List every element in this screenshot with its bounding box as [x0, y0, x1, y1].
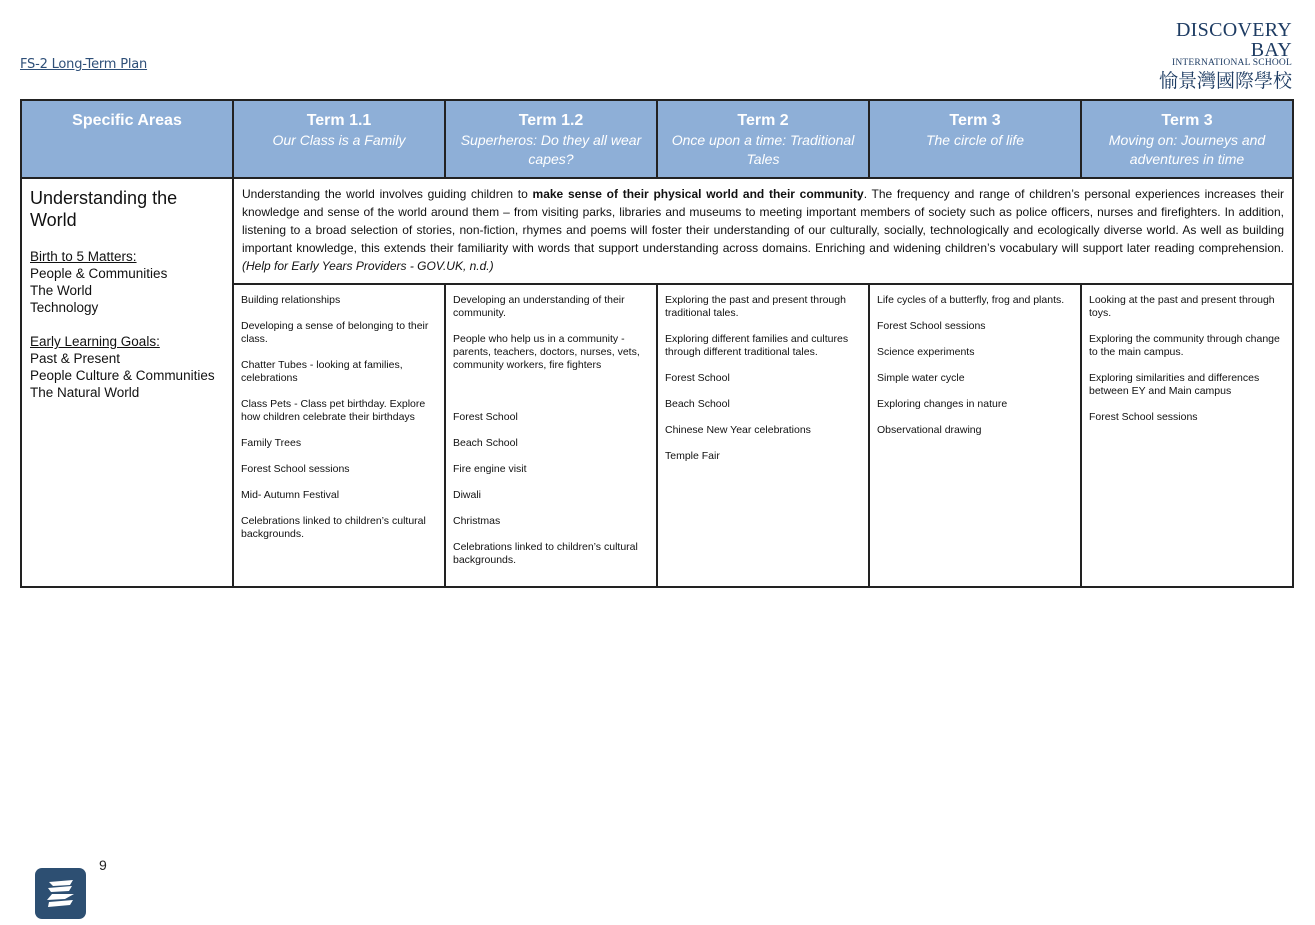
activity-item: Exploring the past and present through traditional tales. [665, 294, 846, 319]
activity-item: Forest School sessions [877, 320, 986, 332]
birth-to-5-heading: Birth to 5 Matters: [30, 249, 137, 264]
overview-emphasis: make sense of their physical world and their community [532, 187, 864, 201]
activity-item: Developing an understanding of their community. [453, 294, 625, 319]
activity-item: Simple water cycle [877, 372, 965, 384]
activity-item: Forest School [453, 411, 518, 423]
birth-item: People & Communities [30, 266, 168, 281]
activity-item: People who help us in a community - parents, teachers, doctors, nurses, vets, community workers, fire fighters [453, 333, 640, 371]
activity-item: Family Trees [241, 437, 302, 449]
school-logo [1132, 20, 1292, 93]
school-crest-icon [35, 868, 86, 919]
activity-item: Chatter Tubes - looking at families, celebrations [241, 359, 403, 384]
activity-spacer [453, 385, 649, 398]
column-subtitle: Superheros: Do they all wear capes? [460, 132, 642, 167]
activity-item: Exploring different families and cultures through different traditional tales. [665, 333, 849, 358]
elg-item: Past & Present [30, 351, 121, 366]
header-row [21, 100, 1293, 178]
column-header-term-3b [1081, 100, 1293, 178]
elg-item: The Natural World [30, 385, 140, 400]
activity-item: Celebrations linked to children’s cultural backgrounds. [241, 515, 426, 540]
activity-item: Beach School [453, 437, 518, 449]
birth-item: The World [30, 283, 93, 298]
overview-row [21, 178, 1293, 284]
activity-item: Exploring changes in nature [877, 398, 1008, 410]
activity-item: Forest School sessions [241, 463, 350, 475]
birth-item: Technology [30, 300, 99, 315]
activity-item: Developing a sense of belonging to their class. [241, 320, 429, 345]
column-title: Term 1.2 [518, 112, 584, 129]
term-1-1-activities [233, 284, 445, 587]
activity-item: Temple Fair [665, 450, 720, 462]
logo-subname: INTERNATIONAL SCHOOL [1171, 58, 1292, 68]
elg-heading: Early Learning Goals: [30, 334, 160, 349]
column-subtitle: Our Class is a Family [272, 132, 406, 148]
column-header-term-2 [657, 100, 869, 178]
column-title: Term 2 [737, 112, 789, 129]
term-1-2-activities [445, 284, 657, 587]
term-3-circle-activities [869, 284, 1081, 587]
activity-item: Christmas [453, 515, 501, 527]
activity-item: Looking at the past and present through toys. [1089, 294, 1275, 319]
activity-item: Building relationships [241, 294, 341, 306]
activity-item: Class Pets - Class pet birthday. Explore how children celebrate their birthdays [241, 398, 426, 423]
column-header-term-1-2 [445, 100, 657, 178]
activity-item: Forest School sessions [1089, 411, 1198, 423]
area-overview [233, 178, 1293, 284]
column-header-specific-areas [21, 100, 233, 178]
column-header-term-1-1 [233, 100, 445, 178]
elg-item: People Culture & Communities [30, 368, 215, 383]
term-3-moving-on-activities [1081, 284, 1293, 587]
column-title: Term 3 [949, 112, 1001, 129]
area-cell [21, 178, 233, 587]
activity-item: Diwali [453, 489, 482, 501]
page-number: 9 [99, 857, 107, 873]
overview-text: . The frequency and range of children’s personal experiences increases their knowledge and sense of the world around them – from visiting parks, libraries and museums to meeting important members of society such as police officers, nurses and firefighters. In addition, listening to a broad selection of stories, non-fiction, rhymes and poems will foster their understanding of our culturally, socially, technologically and ecologically diverse world. As well as building important knowledge, this extends their familiarity with words that support understanding across domains. Enriching and widening children’s vocabulary will support later reading comprehension. [242, 187, 1284, 255]
logo-name: DISCOVERY BAY [1175, 19, 1292, 61]
activity-item: Exploring similarities and differences between EY and Main campus [1089, 372, 1260, 397]
activity-item: Science experiments [877, 346, 975, 358]
activity-item: Beach School [665, 398, 730, 410]
column-title: Term 3 [1161, 112, 1213, 129]
column-subtitle: Once upon a time: Traditional Tales [671, 132, 855, 167]
column-subtitle: Moving on: Journeys and adventures in time [1108, 132, 1266, 167]
term-2-activities [657, 284, 869, 587]
document-title: FS-2 Long-Term Plan [20, 57, 148, 72]
overview-citation: (Help for Early Years Providers - GOV.UK, n.d.) [242, 259, 494, 273]
activity-item: Observational drawing [877, 424, 982, 436]
area-title: Understanding the World [30, 188, 178, 230]
logo-chinese-name: 愉景灣國際學校 [1158, 70, 1292, 92]
activity-item: Exploring the community through change to the main campus. [1089, 333, 1280, 358]
column-title: Term 1.1 [306, 112, 372, 129]
column-subtitle: The circle of life [925, 132, 1025, 148]
activity-item: Chinese New Year celebrations [665, 424, 811, 436]
column-title: Specific Areas [72, 112, 182, 129]
long-term-plan-table [20, 99, 1294, 588]
activity-item: Fire engine visit [453, 463, 527, 475]
overview-text: Understanding the world involves guiding children to [242, 187, 533, 201]
activity-item: Mid- Autumn Festival [241, 489, 340, 501]
column-header-term-3a [869, 100, 1081, 178]
activity-item: Life cycles of a butterfly, frog and plants. [877, 294, 1065, 306]
activity-item: Celebrations linked to children’s cultural backgrounds. [453, 541, 638, 566]
activity-item: Forest School [665, 372, 730, 384]
